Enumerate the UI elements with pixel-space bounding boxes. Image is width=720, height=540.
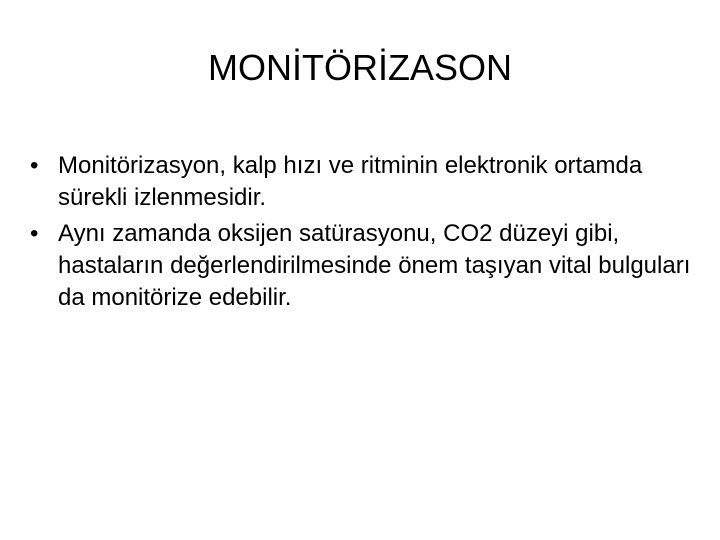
bullet-item: [30, 218, 700, 314]
bullet-list: [30, 150, 700, 318]
slide-title: MONİTÖRİZASON: [208, 47, 512, 88]
bullet-glyph: •: [30, 220, 39, 247]
bullet-text: Aynı zamanda oksijen satürasyonu, CO2 düzeyi gibi, hastaların değerlendirilmesinde önem taşıyan vital bulguları da monitörize edebilir.: [58, 220, 691, 311]
bullet-glyph: •: [30, 152, 39, 179]
bullet-text: Monitörizasyon, kalp hızı ve ritminin elektronik ortamda sürekli izlenmesidir.: [58, 152, 643, 211]
bullet-item: [30, 150, 700, 214]
